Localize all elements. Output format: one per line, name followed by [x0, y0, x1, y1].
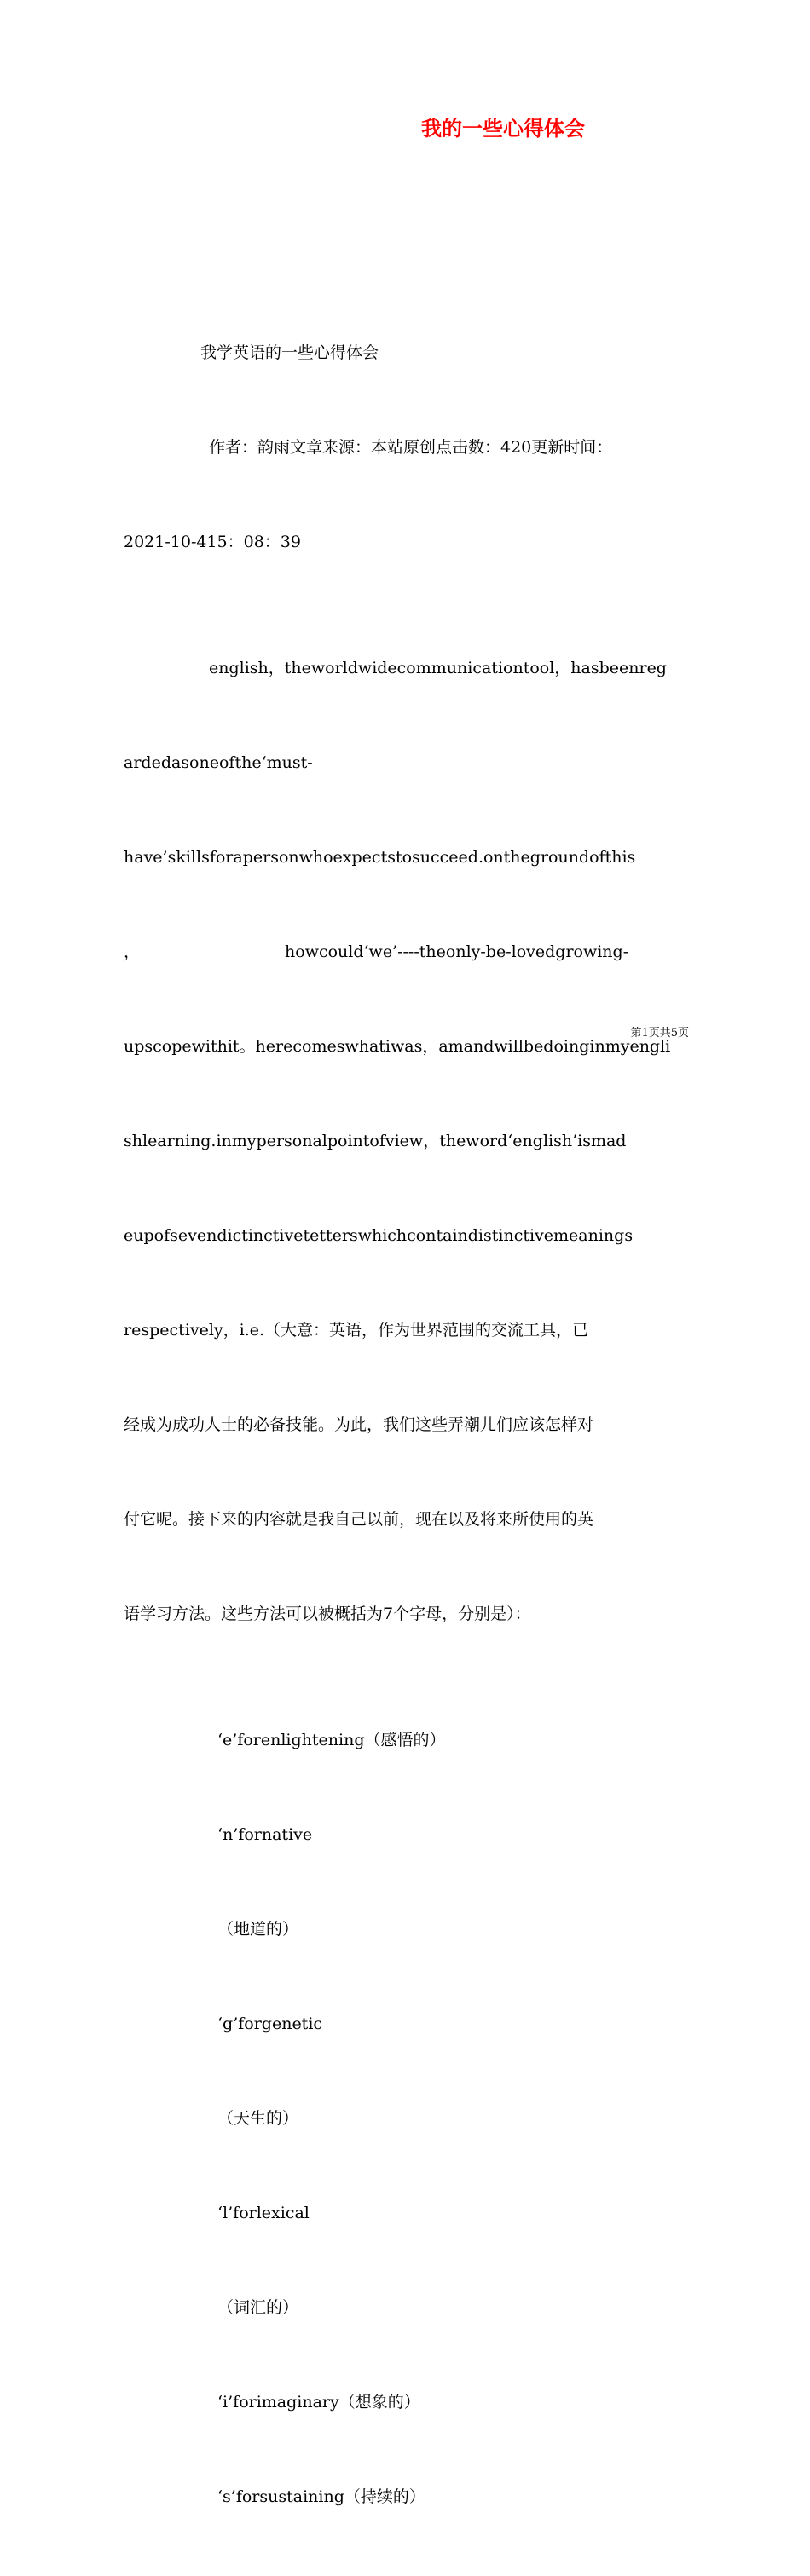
paragraph-line: shlearning.inmypersonalpointofview，theword‘english’ismad — [124, 1132, 627, 1150]
list-item: （天生的） — [217, 2109, 299, 2128]
paragraph-line: have’skillsforapersonwhoexpectstosucceed.onthegroundofthis — [124, 848, 636, 867]
list-item: ‘g’forgenetic — [217, 2014, 323, 2033]
article-meta-line-1: 作者：韵雨文章来源：本站原创点击数：420更新时间： — [209, 438, 613, 457]
list-item: ‘l’forlexical — [217, 2204, 310, 2222]
paragraph-line: 付它呢。接下来的内容就是我自己以前，现在以及将来所使用的英 — [124, 1510, 594, 1529]
article-body — [124, 274, 691, 2576]
paragraph-line: upscopewithit。herecomeswhatiwas，amandwillbedoinginmyengli — [124, 1037, 671, 1056]
paragraph-line: eupofsevendictinctivetetterswhichcontaindistinctivemeanings — [124, 1226, 634, 1245]
paragraph-line: english，theworldwidecommunicationtool，hasbeenreg — [209, 659, 667, 677]
page-number-footer: 第1页共5页 — [630, 1027, 689, 1040]
list-item: ‘n’fornative — [217, 1825, 313, 1844]
paragraph-line — [124, 936, 691, 968]
document-title: 我的一些心得体会 — [421, 117, 585, 141]
list-item: ‘e’forenlightening（感悟的） — [217, 1731, 446, 1749]
list-item: （词汇的） — [217, 2298, 299, 2317]
list-item: （地道的） — [217, 1920, 299, 1939]
paragraph-fragment: howcould‘we’----theonly-be-lovedgrowing- — [285, 942, 629, 961]
article-subtitle: 我学英语的一些心得体会 — [200, 343, 379, 362]
paragraph-line: ardedasoneofthe‘must- — [124, 753, 313, 772]
article-meta-line-2: 2021-10-415：08：39 — [124, 533, 301, 551]
paragraph-line: 经成为成功人士的必备技能。为此，我们这些弄潮儿们应该怎样对 — [124, 1415, 594, 1434]
paragraph-line: 语学习方法。这些方法可以被概括为7个字母，分别是）： — [124, 1605, 531, 1623]
list-item: ‘i’forimaginary（想象的） — [217, 2393, 420, 2412]
list-item: ‘s’forsustaining（持续的） — [217, 2487, 425, 2506]
paragraph-line: respectively，i.e.（大意：英语，作为世界范围的交流工具，已 — [124, 1321, 589, 1340]
paragraph-fragment: ， — [124, 942, 141, 961]
